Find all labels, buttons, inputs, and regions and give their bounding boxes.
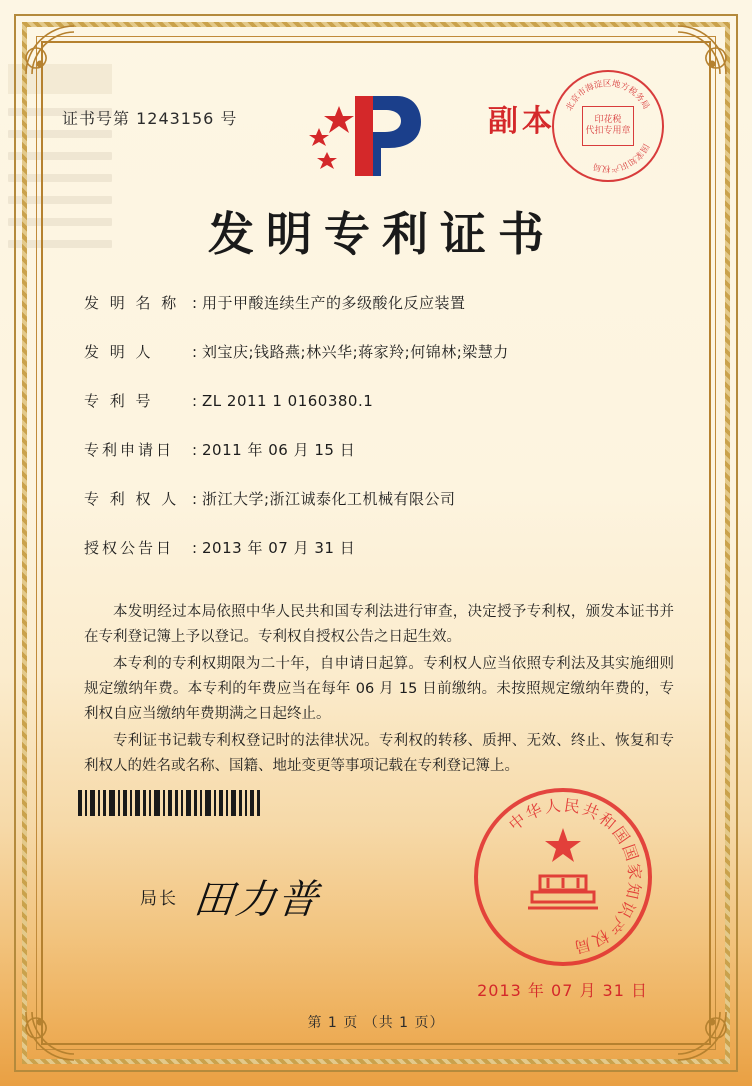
cnipa-emblem-icon: [293, 84, 433, 184]
field-colon: :: [192, 343, 198, 361]
svg-text:国家知识产权局: 国家知识产权局: [592, 141, 651, 174]
svg-text:北京市海淀区地方税务局: 北京市海淀区地方税务局: [564, 78, 651, 113]
field-row: [84, 537, 680, 558]
page-title: 发明专利证书: [208, 207, 556, 261]
tax-seal-inner-text: [582, 106, 634, 146]
tax-seal-line1: 印花税: [594, 115, 622, 125]
signature-name: 田力普: [191, 877, 323, 923]
field-colon: :: [192, 490, 198, 508]
field-label: 授权公告日: [84, 539, 175, 557]
field-value-invention-name: 用于甲酸连续生产的多级酸化反应装置: [202, 294, 466, 312]
field-label: 发 明 名 称: [84, 294, 180, 312]
paragraph-1: 本发明经过本局依照中华人民共和国专利法进行审查，决定授予专利权，颁发本证书并在专利登记簿上予以登记。专利权自授权公告之日起生效。: [84, 604, 674, 645]
field-colon: :: [192, 392, 198, 410]
page-footer: 第 1 页 （共 1 页）: [307, 1015, 445, 1031]
field-row: [84, 390, 680, 411]
svg-text:中华人民共和国国家知识产权局: 中华人民共和国国家知识产权局: [505, 795, 645, 958]
field-label: 专 利 号: [84, 392, 154, 410]
signature-label: 局长: [140, 889, 178, 909]
field-row: [84, 292, 680, 313]
tax-seal-stamp: [552, 70, 664, 182]
signature-row: [140, 868, 323, 925]
field-value-patentee: 浙江大学;浙江诚泰化工机械有限公司: [202, 490, 456, 508]
patent-fields: [84, 292, 680, 586]
tax-seal-line2: 代扣专用章: [585, 126, 631, 136]
official-seal: [474, 788, 652, 966]
paragraph-3: 专利证书记载专利权登记时的法律状况。专利权的转移、质押、无效、终止、恢复和专利权人的姓名或名称、国籍、地址变更等事项记载在专利登记簿上。: [84, 733, 674, 774]
field-colon: :: [192, 441, 198, 459]
field-colon: :: [192, 539, 198, 557]
field-colon: :: [192, 294, 198, 312]
field-row: [84, 341, 680, 362]
field-label: 发 明 人: [84, 343, 154, 361]
field-row: [84, 488, 680, 509]
field-label: 专 利 权 人: [84, 490, 180, 508]
field-value-application-date: 2011 年 06 月 15 日: [202, 441, 356, 459]
barcode: [78, 790, 262, 816]
certificate-number: 证书号第 1243156 号: [62, 109, 238, 128]
field-value-grant-date: 2013 年 07 月 31 日: [202, 539, 356, 557]
legal-text: [84, 600, 674, 781]
paragraph-2: 本专利的专利权期限为二十年，自申请日起算。专利权人应当依照专利法及其实施细则规定缴纳年费。本专利的年费应当在每年 06 月 15 日前缴纳。未按照规定缴纳年费的，专利权自应当缴纳年费期满之日起终止。: [84, 656, 674, 722]
field-label: 专利申请日: [84, 441, 175, 459]
field-value-patent-number: ZL 2011 1 0160380.1: [202, 392, 374, 410]
field-row: [84, 439, 680, 460]
copy-mark: 副本: [488, 104, 556, 139]
field-value-inventors: 刘宝庆;钱路燕;林兴华;蒋家羚;何锦林;梁慧力: [202, 343, 509, 361]
seal-date: 2013 年 07 月 31 日: [477, 981, 648, 1000]
